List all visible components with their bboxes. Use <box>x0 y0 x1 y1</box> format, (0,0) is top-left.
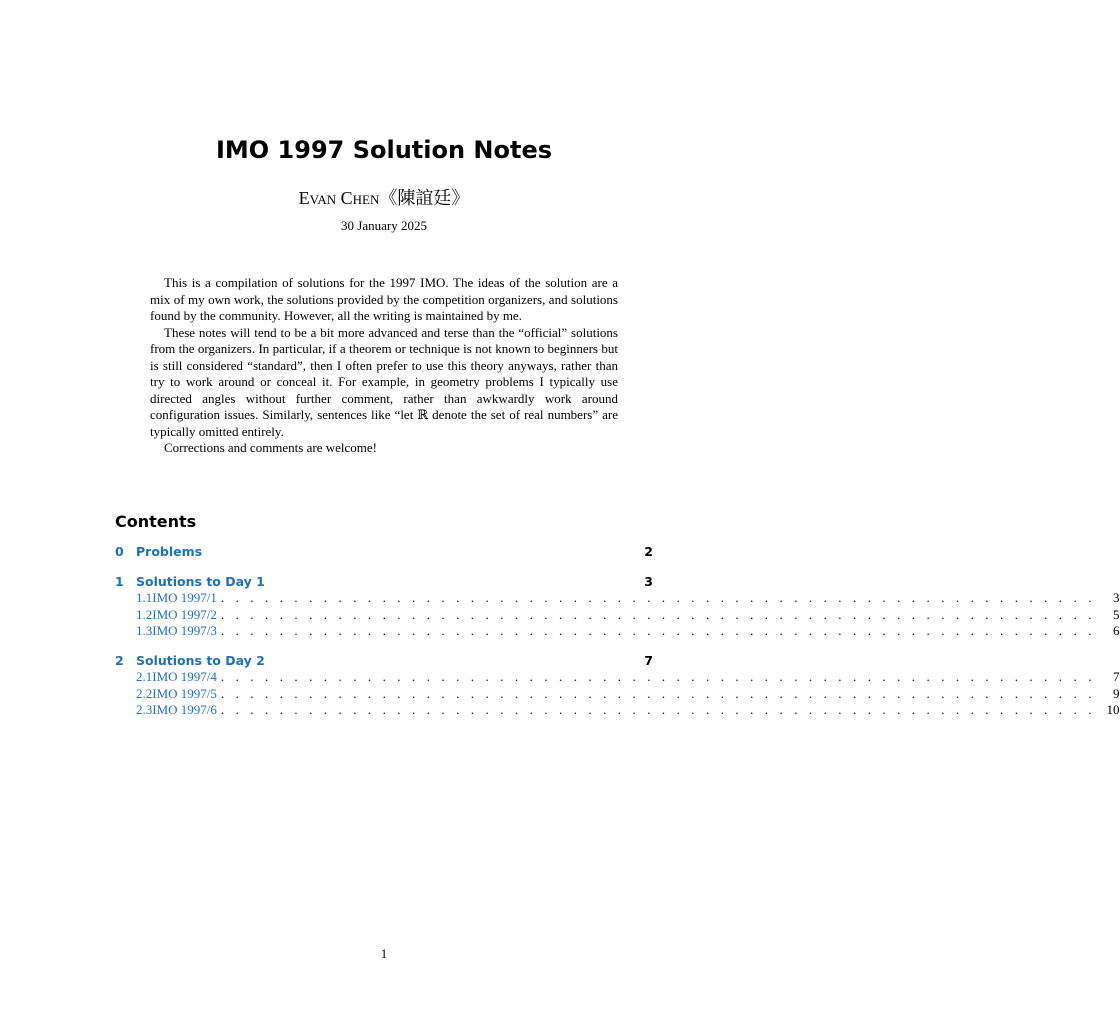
toc-leader-dots: . . . . . . . . . . . . . . . . . . . . . . . . . . . . . . . . . . . . . . . . . . . . . . . . . . . . . . . . . . . . <box>220 685 1096 701</box>
toc-leader-dots: . . . . . . . . . . . . . . . . . . . . . . . . . . . . . . . . . . . . . . . . . . . . . . . . . . . . . . . . . . . . <box>220 669 1096 684</box>
toc-section-number[interactable]: 0 <box>115 544 124 559</box>
table-of-contents <box>115 544 1120 732</box>
toc-section <box>115 652 1120 719</box>
toc-subsection-number[interactable]: 1.2 <box>136 606 153 622</box>
toc-subsection-link[interactable]: IMO 1997/6 <box>152 702 217 717</box>
toc-section-link[interactable]: Problems <box>136 544 203 559</box>
toc-entry-solutions-day-2[interactable] <box>115 653 653 670</box>
toc-entry-solutions-day-1[interactable] <box>115 574 653 591</box>
toc-leader-dots: . . . . . . . . . . . . . . . . . . . . . . . . . . . . . . . . . . . . . . . . . . . . . . . . . . . . . . . . . . . . <box>220 590 1096 605</box>
toc-subsection-page: 10 <box>1106 702 1120 717</box>
toc-section-number[interactable]: 2 <box>115 652 124 668</box>
abstract-paragraph: Corrections and comments are welcome! <box>164 440 377 455</box>
abstract-paragraph: These notes will tend to be a bit more advanced and terse than the “official” solutions from the organizers. In particular, if a theorem or technique is not known to beginners but is still considered “standard”, then I often prefer to use this theory anyways, rather than try to work around or conceal it. For example, in geometry problems I typically use directed angles without further comment, rather than awkwardly work around configuration issues. Similarly, sentences like “let ℝ denote the set of real numbers” are typically omitted entirely. <box>150 324 618 439</box>
contents-heading: Contents <box>115 512 197 531</box>
toc-leader-dots: . . . . . . . . . . . . . . . . . . . . . . . . . . . . . . . . . . . . . . . . . . . . . . . . . . . . . . . . . . . . <box>220 702 1096 717</box>
toc-subsection-page: 3 <box>1113 590 1120 605</box>
toc-entry-problems[interactable] <box>115 544 653 561</box>
toc-leader-dots: . . . . . . . . . . . . . . . . . . . . . . . . . . . . . . . . . . . . . . . . . . . . . . . . . . . . . . . . . . . . <box>220 623 1096 638</box>
toc-subsection-page: 6 <box>1113 623 1120 638</box>
toc-section-link[interactable]: Solutions to Day 2 <box>136 652 265 668</box>
abstract-paragraph: This is a compilation of solutions for the 1997 IMO. The ideas of the solution are a mix of my own work, the solutions provided by the competition organizers, and solutions found by the community. However, all the writing is maintained by me. <box>150 275 618 323</box>
document-date: 30 January 2025 <box>341 218 427 233</box>
toc-section <box>115 544 653 561</box>
toc-subsection-link[interactable]: IMO 1997/4 <box>152 669 217 684</box>
toc-section-page: 2 <box>644 544 653 559</box>
toc-entry-imo-1997-5[interactable] <box>115 685 1120 703</box>
abstract <box>150 275 618 457</box>
toc-section-page: 7 <box>644 652 653 668</box>
toc-subsection-link[interactable]: IMO 1997/2 <box>152 606 217 622</box>
toc-section <box>115 573 1120 640</box>
toc-section-number[interactable]: 1 <box>115 573 124 589</box>
toc-subsection-link[interactable]: IMO 1997/5 <box>152 685 217 701</box>
toc-subsection-link[interactable]: IMO 1997/3 <box>152 623 217 638</box>
toc-subsection-page: 5 <box>1113 606 1120 622</box>
toc-subsection-link[interactable]: IMO 1997/1 <box>152 590 217 605</box>
toc-subsection-page: 9 <box>1113 685 1120 701</box>
document-title: IMO 1997 Solution Notes <box>215 136 553 164</box>
toc-subsection-number[interactable]: 1.3 <box>136 623 153 638</box>
toc-leader-dots: . . . . . . . . . . . . . . . . . . . . . . . . . . . . . . . . . . . . . . . . . . . . . . . . . . . . . . . . . . . . <box>220 606 1096 622</box>
toc-subsection-number[interactable]: 1.1 <box>136 590 153 605</box>
toc-subsection-number[interactable]: 2.2 <box>136 685 153 701</box>
toc-entry-imo-1997-3[interactable] <box>115 623 1120 640</box>
toc-section-link[interactable]: Solutions to Day 1 <box>136 573 265 589</box>
author-name: Evan Chen《陳誼廷》 <box>298 188 470 208</box>
toc-entry-imo-1997-2[interactable] <box>115 606 1120 624</box>
toc-subsection-page: 7 <box>1113 669 1120 684</box>
toc-subsection-number[interactable]: 2.1 <box>136 669 153 684</box>
toc-entry-imo-1997-6[interactable] <box>115 702 1120 719</box>
toc-entry-imo-1997-1[interactable] <box>115 590 1120 607</box>
toc-subsection-number[interactable]: 2.3 <box>136 702 153 717</box>
page-number: 1 <box>380 946 388 961</box>
toc-section-page: 3 <box>644 573 653 589</box>
toc-entry-imo-1997-4[interactable] <box>115 669 1120 686</box>
